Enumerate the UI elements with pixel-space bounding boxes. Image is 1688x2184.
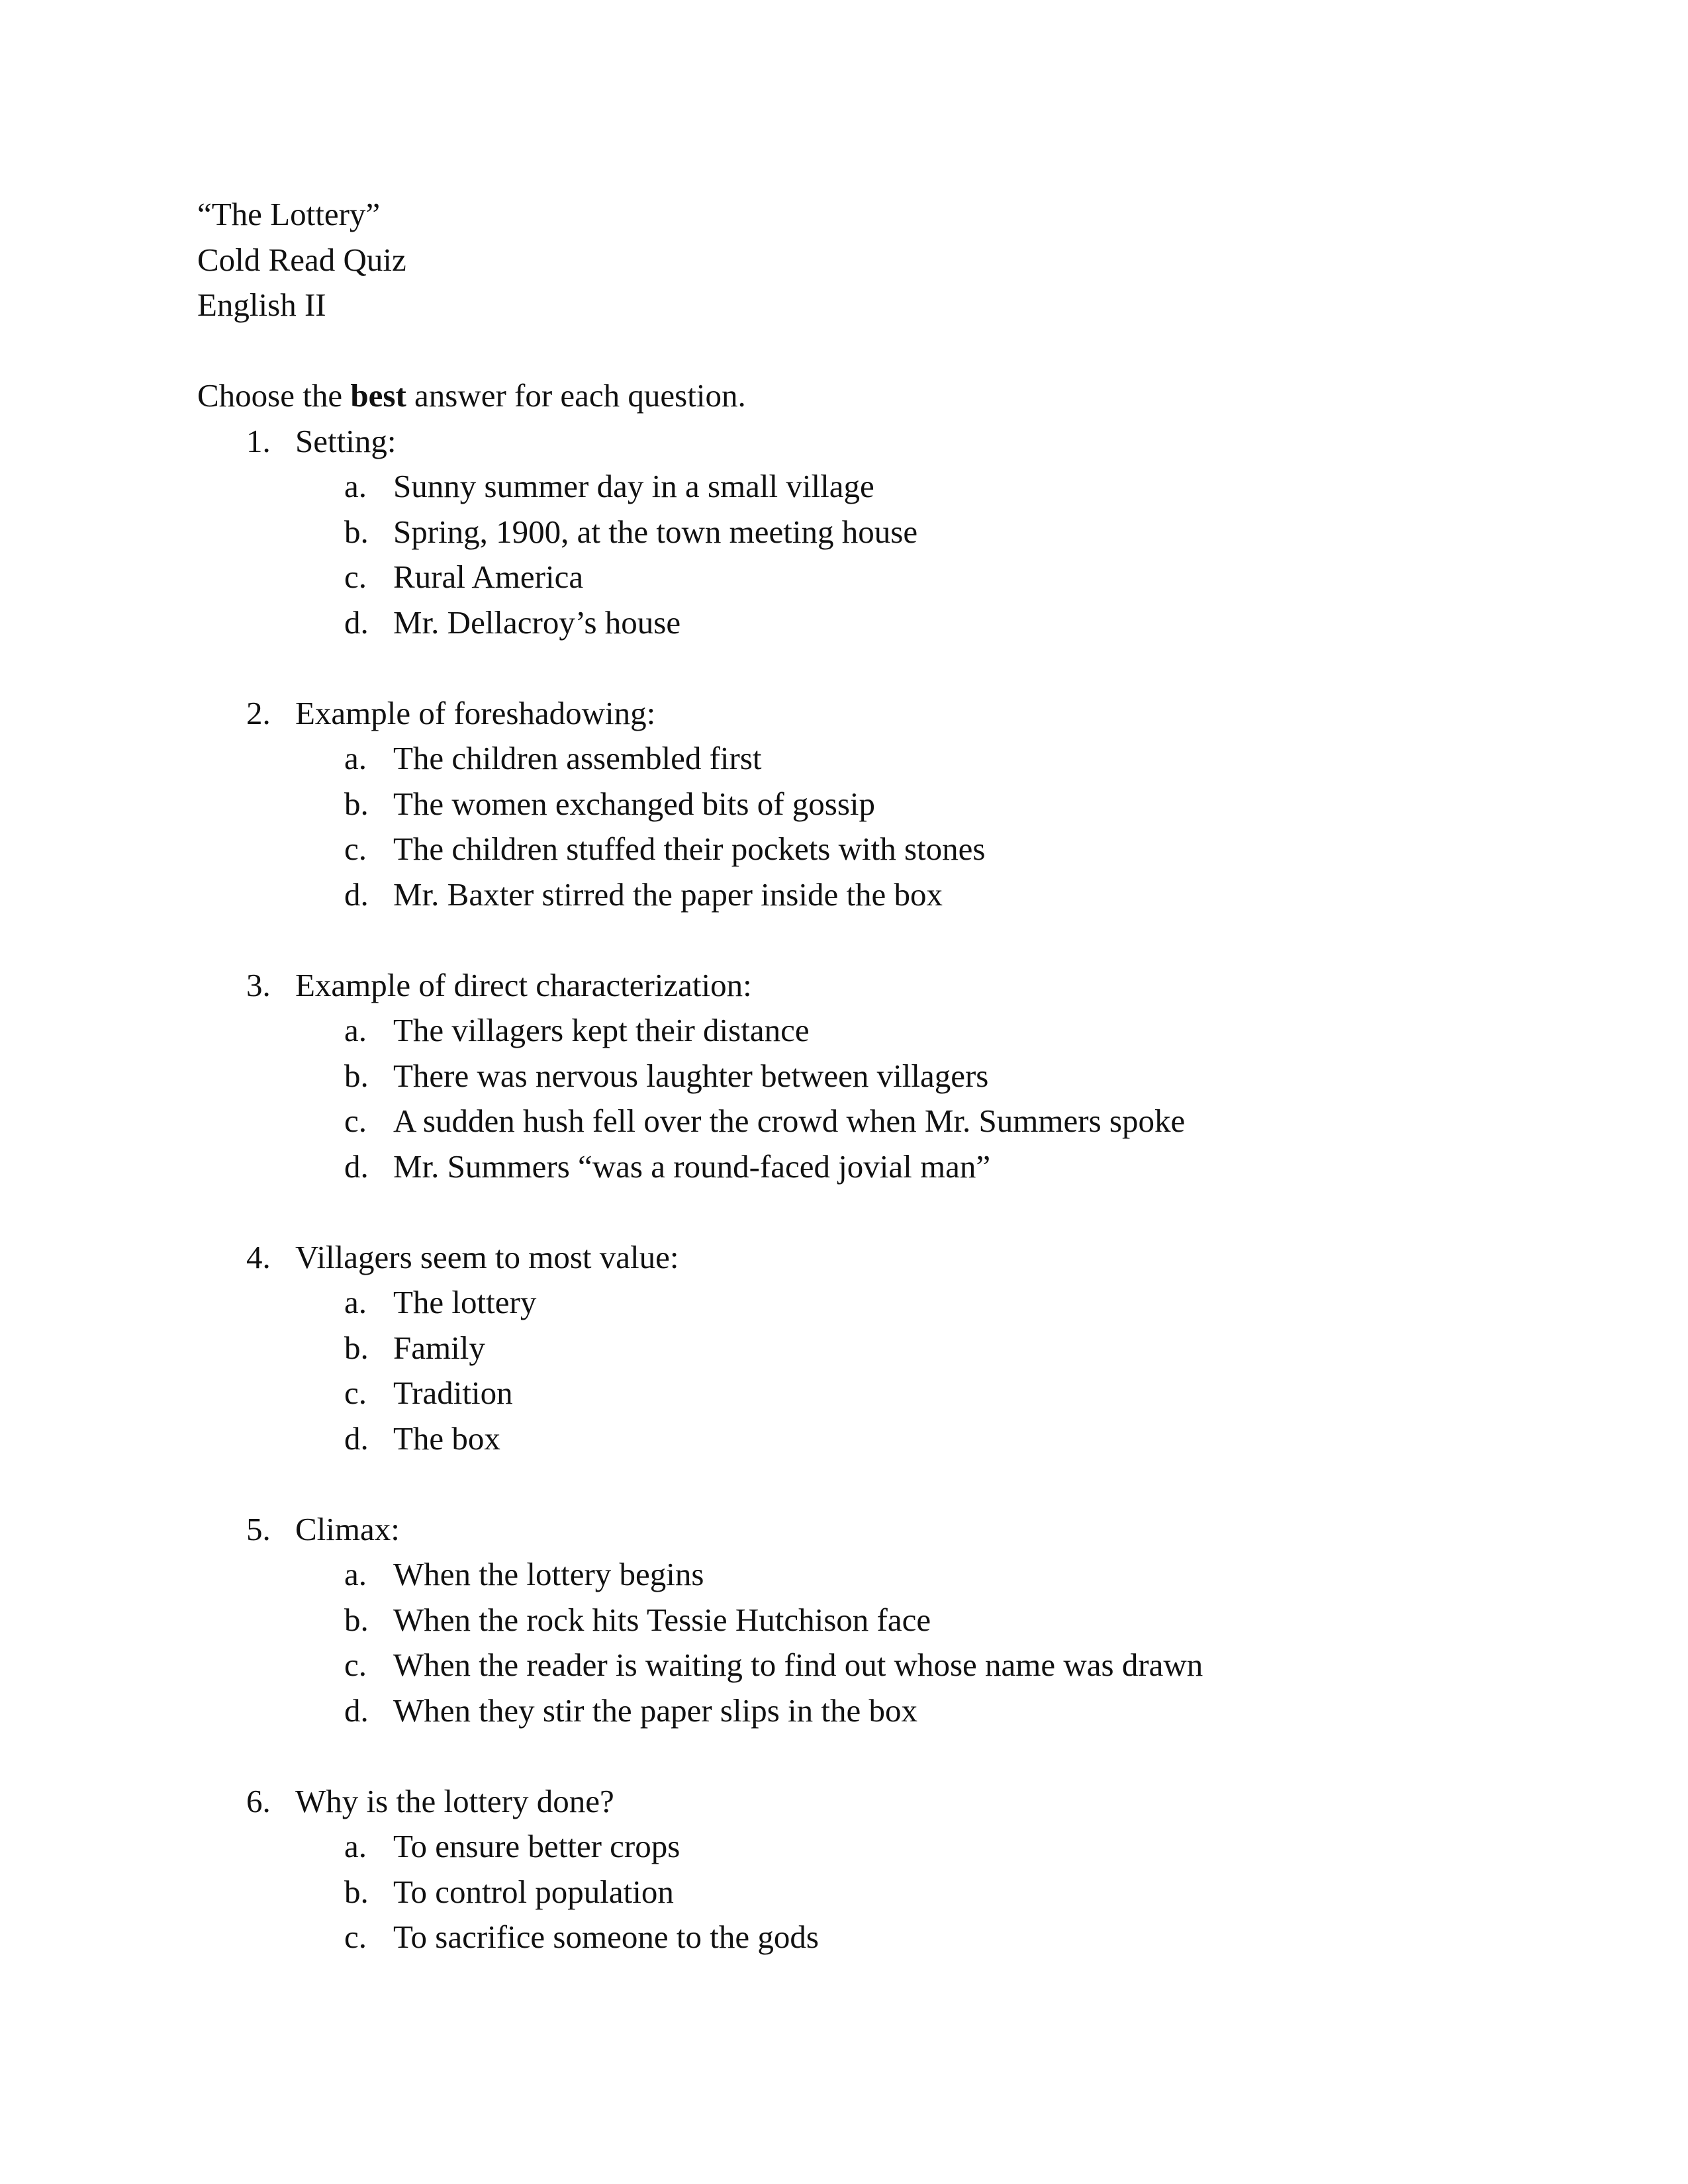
option-letter: d. bbox=[344, 1692, 369, 1729]
option-text: Spring, 1900, at the town meeting house bbox=[393, 513, 918, 550]
answer-option bbox=[197, 1688, 917, 1734]
question-5 bbox=[197, 1507, 1203, 1734]
answer-option bbox=[197, 1552, 746, 1598]
option-text: Mr. Dellacroy’s house bbox=[393, 604, 681, 641]
question-3 bbox=[197, 963, 1186, 1190]
option-text: When the lottery begins bbox=[393, 1556, 704, 1592]
spacer bbox=[197, 1733, 746, 1779]
option-letter: d. bbox=[344, 876, 369, 913]
document-content bbox=[197, 192, 1203, 1960]
document-subtitle: Cold Read Quiz bbox=[197, 241, 406, 278]
answer-option bbox=[197, 827, 986, 872]
option-letter: a. bbox=[344, 1828, 367, 1864]
option-text: A sudden hush fell over the crowd when Mr. Summers spoke bbox=[393, 1103, 1186, 1139]
question-stem bbox=[197, 691, 746, 737]
option-text: The box bbox=[393, 1420, 500, 1457]
option-letter: b. bbox=[344, 785, 369, 822]
option-text: Mr. Baxter stirred the paper inside the box bbox=[393, 876, 943, 913]
instructions-after: answer for each question. bbox=[406, 377, 746, 414]
answer-option bbox=[197, 1371, 746, 1416]
answer-option bbox=[197, 1008, 810, 1054]
question-stem bbox=[197, 1507, 746, 1553]
option-letter: d. bbox=[344, 604, 369, 641]
answer-option bbox=[197, 464, 874, 510]
spacer bbox=[197, 328, 746, 374]
question-text: Example of direct characterization: bbox=[295, 966, 752, 1003]
answer-option bbox=[197, 1870, 746, 1915]
option-letter: a. bbox=[344, 468, 367, 504]
option-text: When the reader is waiting to find out whose name was drawn bbox=[393, 1647, 1203, 1683]
option-text: When the rock hits Tessie Hutchison face bbox=[393, 1601, 931, 1638]
option-text: Rural America bbox=[393, 559, 584, 595]
answer-option bbox=[197, 1824, 746, 1870]
option-letter: c. bbox=[344, 1919, 367, 1955]
option-text: The villagers kept their distance bbox=[393, 1012, 810, 1048]
question-text: Climax: bbox=[295, 1510, 400, 1547]
answer-option bbox=[197, 1326, 746, 1371]
spacer bbox=[197, 645, 746, 691]
spacer bbox=[197, 1461, 746, 1507]
question-number: 1. bbox=[246, 422, 271, 459]
question-stem bbox=[197, 963, 752, 1009]
question-text: Villagers seem to most value: bbox=[295, 1238, 679, 1275]
option-text: To sacrifice someone to the gods bbox=[393, 1919, 819, 1955]
instructions-emphasis: best bbox=[350, 377, 406, 414]
option-text: When they stir the paper slips in the box bbox=[393, 1692, 917, 1729]
question-2 bbox=[197, 691, 986, 918]
question-number: 4. bbox=[246, 1238, 271, 1275]
option-letter: b. bbox=[344, 1873, 369, 1910]
answer-option bbox=[197, 1144, 991, 1190]
option-letter: b. bbox=[344, 1601, 369, 1638]
option-text: The women exchanged bits of gossip bbox=[393, 785, 876, 822]
answer-option bbox=[197, 1280, 746, 1326]
option-letter: d. bbox=[344, 1420, 369, 1457]
option-text: Family bbox=[393, 1329, 485, 1366]
option-letter: c. bbox=[344, 1375, 367, 1411]
option-text: Tradition bbox=[393, 1375, 513, 1411]
question-stem bbox=[197, 1235, 746, 1281]
course-name: English II bbox=[197, 287, 326, 323]
option-letter: a. bbox=[344, 1012, 367, 1048]
option-letter: b. bbox=[344, 513, 369, 550]
answer-option bbox=[197, 1915, 819, 1960]
question-stem bbox=[197, 1779, 746, 1825]
question-number: 5. bbox=[246, 1510, 271, 1547]
option-letter: a. bbox=[344, 740, 367, 776]
answer-option bbox=[197, 1643, 1203, 1688]
option-text: Sunny summer day in a small village bbox=[393, 468, 874, 504]
question-4 bbox=[197, 1235, 746, 1462]
answer-option bbox=[197, 510, 918, 555]
option-text: The lottery bbox=[393, 1284, 537, 1320]
option-letter: a. bbox=[344, 1556, 367, 1592]
option-letter: d. bbox=[344, 1148, 369, 1185]
question-number: 3. bbox=[246, 966, 271, 1003]
answer-option bbox=[197, 1054, 989, 1099]
question-6 bbox=[197, 1779, 819, 1960]
question-text: Why is the lottery done? bbox=[295, 1782, 614, 1819]
option-letter: c. bbox=[344, 831, 367, 867]
option-letter: a. bbox=[344, 1284, 367, 1320]
document-title: “The Lottery” bbox=[197, 196, 381, 232]
answer-option bbox=[197, 555, 746, 600]
option-text: To ensure better crops bbox=[393, 1828, 680, 1864]
option-letter: c. bbox=[344, 559, 367, 595]
answer-option bbox=[197, 1099, 1186, 1144]
option-text: To control population bbox=[393, 1873, 674, 1910]
answer-option bbox=[197, 1598, 931, 1643]
question-number: 2. bbox=[246, 694, 271, 731]
option-text: There was nervous laughter between villagers bbox=[393, 1057, 989, 1094]
answer-option bbox=[197, 872, 943, 918]
question-1 bbox=[197, 419, 918, 646]
question-text: Setting: bbox=[295, 422, 397, 459]
instructions-before: Choose the bbox=[197, 377, 351, 414]
option-text: The children assembled first bbox=[393, 740, 762, 776]
option-text: Mr. Summers “was a round-faced jovial man” bbox=[393, 1148, 991, 1185]
option-letter: c. bbox=[344, 1103, 367, 1139]
answer-option bbox=[197, 782, 876, 827]
option-text: The children stuffed their pockets with stones bbox=[393, 831, 986, 867]
answer-option bbox=[197, 600, 746, 646]
question-text: Example of foreshadowing: bbox=[295, 694, 656, 731]
answer-option bbox=[197, 736, 762, 782]
instructions bbox=[197, 373, 746, 419]
question-number: 6. bbox=[246, 1782, 271, 1819]
option-letter: b. bbox=[344, 1057, 369, 1094]
option-letter: c. bbox=[344, 1647, 367, 1683]
answer-option bbox=[197, 1416, 746, 1462]
option-letter: b. bbox=[344, 1329, 369, 1366]
spacer bbox=[197, 917, 746, 963]
spacer bbox=[197, 1189, 746, 1235]
question-stem bbox=[197, 419, 746, 465]
